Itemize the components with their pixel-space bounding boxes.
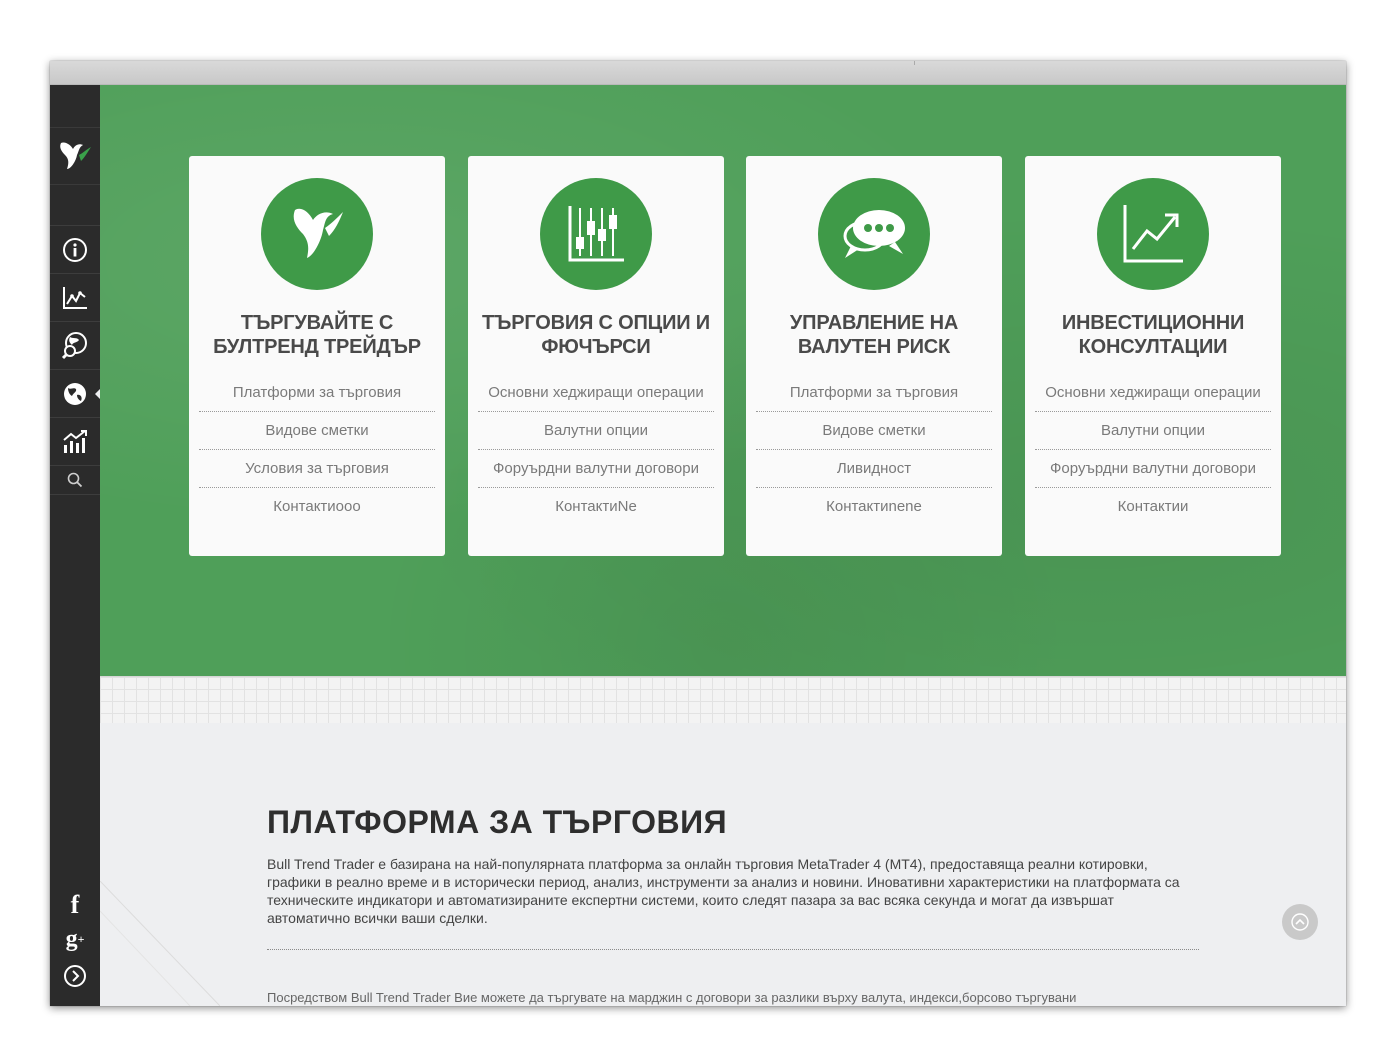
card-link[interactable]: Ливидност	[756, 450, 992, 488]
service-card-2	[468, 156, 724, 556]
candlestick-icon	[564, 202, 628, 266]
globe-search-icon	[61, 331, 89, 361]
bull-icon	[285, 202, 349, 266]
sidebar-item-search-globe[interactable]	[50, 321, 100, 369]
sidebar	[50, 85, 100, 1006]
service-card-1	[189, 156, 445, 556]
card-icon-circle	[261, 178, 373, 290]
google-plus-letter: g	[65, 925, 78, 952]
browser-frame	[50, 61, 1346, 1006]
facebook-icon[interactable]: f	[70, 890, 80, 919]
info-icon	[62, 237, 88, 263]
search-icon	[67, 472, 83, 488]
platform-section	[267, 803, 1199, 1006]
google-plus-icon[interactable]	[50, 922, 100, 956]
card-icon-circle	[818, 178, 930, 290]
next-button[interactable]	[50, 956, 100, 996]
window-topbar	[50, 61, 1346, 85]
bar-growth-icon	[61, 429, 89, 455]
section-paragraph-2: Посредством Bull Trend Trader Вие можете да търгувате на марджин с договори за разлики върху валута, индекси,борсово търгувани	[267, 990, 1077, 1005]
grid-strip	[100, 676, 1346, 723]
card-link[interactable]: Контактии	[1117, 498, 1189, 515]
social-links	[50, 888, 100, 996]
hero-section	[100, 85, 1346, 676]
card-link[interactable]: Платформи за търговия	[199, 374, 435, 412]
card-title: ТЪРГУВАЙТЕ С БУЛТРЕНД ТРЕЙДЪР	[213, 312, 421, 358]
card-title: УПРАВЛЕНИЕ НА ВАЛУТЕН РИСК	[789, 312, 959, 358]
chevron-circle-right-icon	[63, 964, 87, 988]
logo[interactable]	[50, 127, 100, 185]
card-links	[199, 374, 435, 526]
decorative-lines	[100, 881, 220, 1006]
side-nav	[50, 225, 100, 495]
globe-icon	[62, 381, 88, 407]
service-card-3	[746, 156, 1002, 556]
card-title: ИНВЕСТИЦИОННИ КОНСУЛТАЦИИ	[1061, 312, 1245, 358]
card-icon-circle	[1097, 178, 1209, 290]
chat-bubbles-icon	[839, 206, 909, 262]
sidebar-item-growth[interactable]	[50, 417, 100, 465]
card-link[interactable]: Форуърдни валутни договори	[478, 450, 714, 488]
card-links	[756, 374, 992, 526]
card-links	[1035, 374, 1271, 526]
card-link[interactable]: Валутни опции	[478, 412, 714, 450]
chevron-up-icon	[1291, 913, 1309, 931]
card-link[interactable]: Валутни опции	[1035, 412, 1271, 450]
sidebar-item-globe[interactable]	[50, 369, 100, 417]
card-link[interactable]: Основни хеджиращи операции	[1035, 374, 1271, 412]
card-links	[478, 374, 714, 526]
card-icon-circle	[540, 178, 652, 290]
card-link[interactable]: Контактиnene	[826, 498, 922, 515]
back-to-top-button[interactable]	[1282, 904, 1318, 940]
section-paragraph: Bull Trend Trader е базирана на най-популярната платформа за онлайн търговия MetaTrader 4 (MT4), предоставяща реални котировки, графики в реално време и в исторически период, анализ, инструменти за анализ и новини. Иновативни характеристики на платформата са техническите индикатори и автоматизираните експертни системи, които следят пазара за вас всяка секунда и могат да извършат автоматично всички ваши сделки.	[267, 856, 1180, 926]
dotted-divider	[267, 949, 1199, 950]
card-link[interactable]: Форуърдни валутни договори	[1035, 450, 1271, 488]
card-link[interactable]: Контактиооо	[273, 498, 361, 515]
card-link[interactable]: Видове сметки	[756, 412, 992, 450]
card-title: ТЪРГОВИЯ С ОПЦИИ И ФЮЧЪРСИ	[482, 312, 710, 358]
sidebar-item-info[interactable]	[50, 225, 100, 273]
section-heading: ПЛАТФОРМА ЗА ТЪРГОВИЯ	[267, 804, 728, 840]
card-link[interactable]: Основни хеджиращи операции	[478, 374, 714, 412]
google-plus-sup: +	[77, 931, 85, 946]
service-card-4	[1025, 156, 1281, 556]
chart-icon	[61, 285, 89, 311]
sidebar-search-button[interactable]	[50, 465, 100, 495]
card-link[interactable]: Условия за търговия	[199, 450, 435, 488]
card-link[interactable]: Видове сметки	[199, 412, 435, 450]
trend-up-icon	[1121, 203, 1185, 265]
bull-logo-icon	[57, 139, 93, 173]
sidebar-item-chart[interactable]	[50, 273, 100, 321]
card-link[interactable]: КонтактиNe	[555, 498, 637, 515]
card-link[interactable]: Платформи за търговия	[756, 374, 992, 412]
